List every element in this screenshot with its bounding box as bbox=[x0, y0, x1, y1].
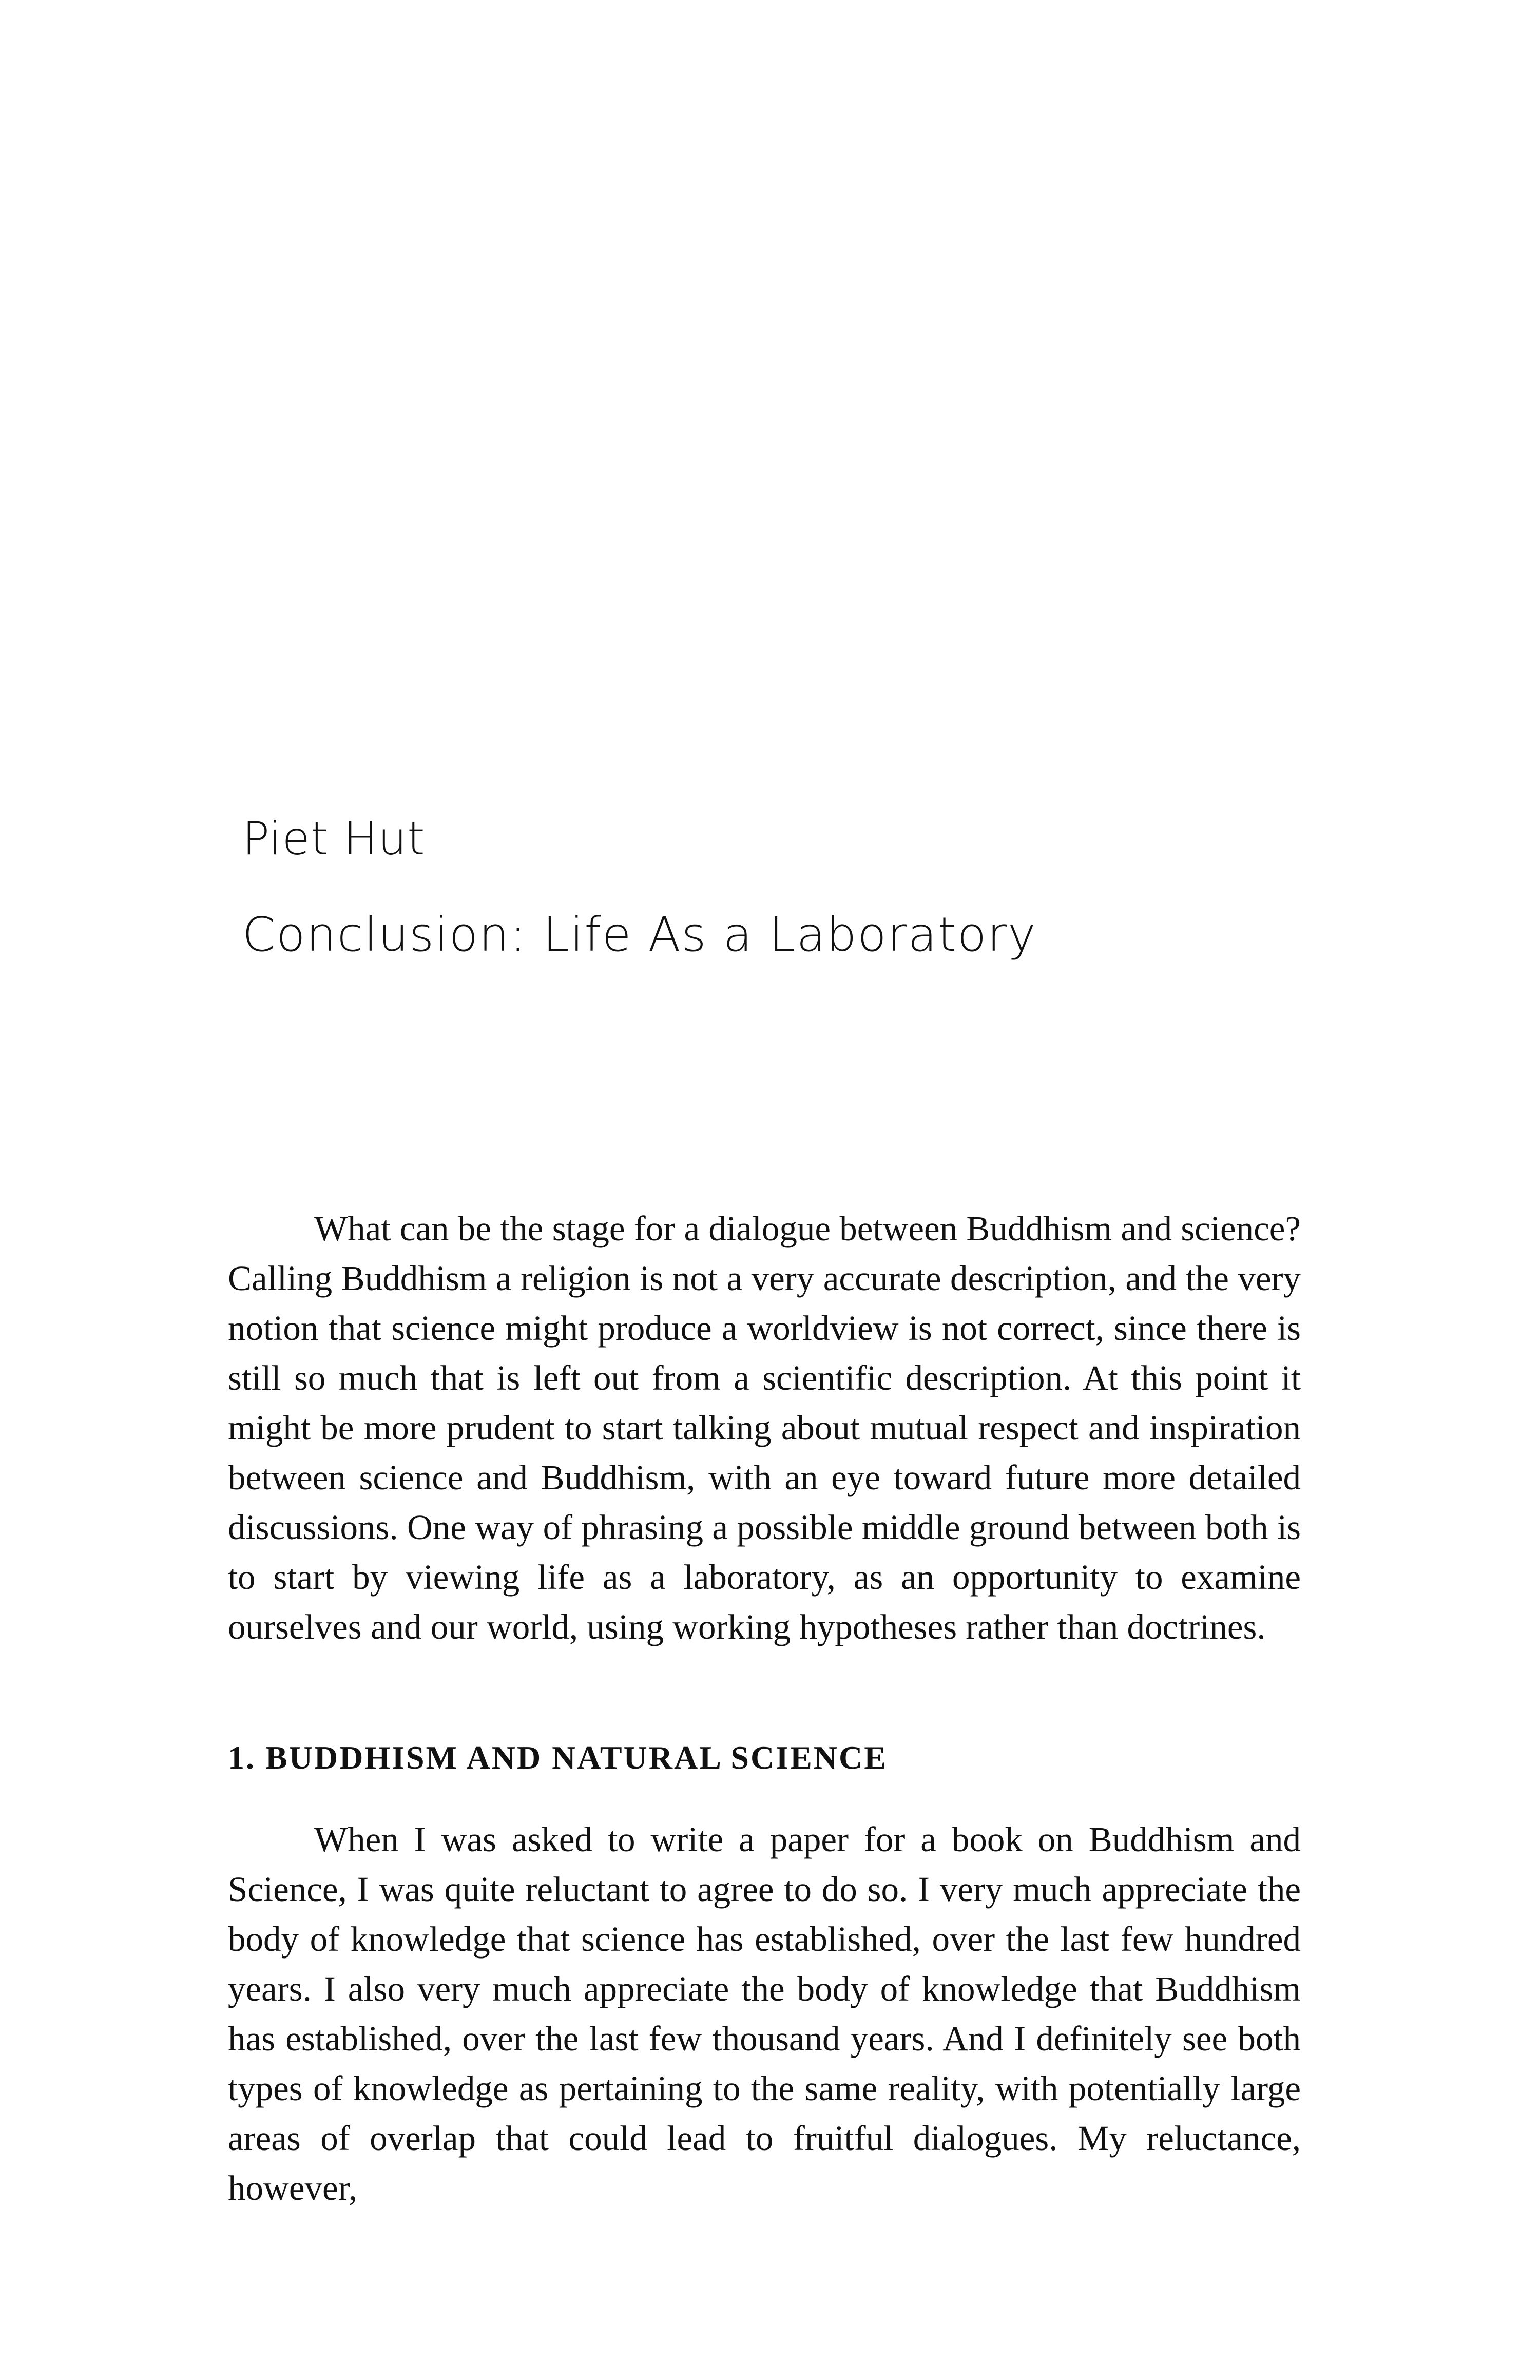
section-paragraph: When I was asked to write a paper for a book on Buddhism and Science, I was quite reluctant to agree to do so. I very much appreciate the body of knowledge that science has established, over the last few hundred years. I also very much appreciate the body of knowledge that Buddhism has established, over the last few thousand years. And I definitely see both types of knowledge as pertaining to the same reality, with potentially large areas of overlap that could lead to fruitful dialogues. My reluctance, however, bbox=[228, 1820, 1301, 2208]
intro-paragraph: What can be the stage for a dialogue between Buddhism and science? Calling Buddhism a religion is not a very accurate description, and the very notion that science might produce a worldview is not correct, since there is still so much that is left out from a scientific description. At this point it might be more prudent to start talking about mutual respect and inspiration between science and Buddhism, with an eye toward future more detailed discussions. One way of phrasing a possible middle ground between both is to start by viewing life as a laboratory, as an opportunity to examine ourselves and our world, using working hypotheses rather than doctrines. bbox=[228, 1209, 1301, 1646]
section-heading: 1. BUDDHISM AND NATURAL SCIENCE bbox=[228, 1739, 888, 1776]
author-name: Piet Hut bbox=[242, 812, 426, 865]
chapter-title: Conclusion: Life As a Laboratory bbox=[242, 907, 1037, 962]
